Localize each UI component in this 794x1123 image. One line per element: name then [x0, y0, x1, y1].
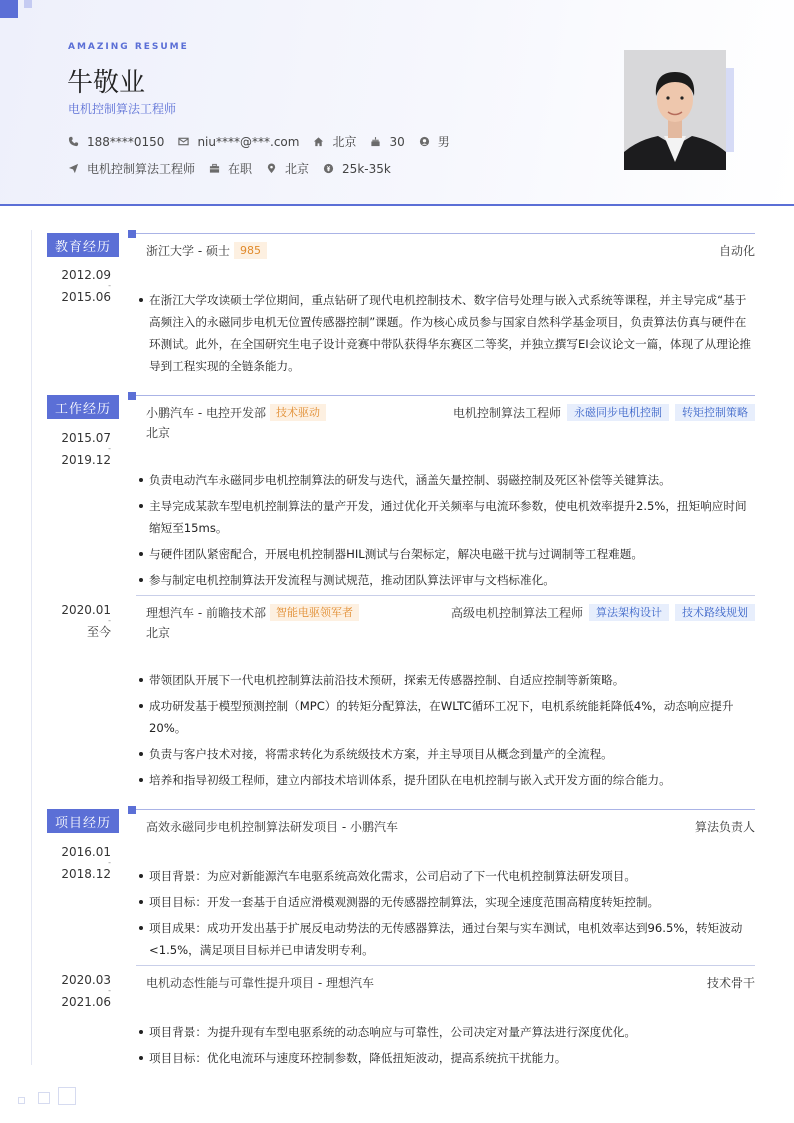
list-item: 成功研发基于模型预测控制（MPC）的转矩分配算法，在WLTC循环工况下，电机系统能耗降低4%，动态响应提升20%。	[136, 695, 755, 739]
section-marker	[128, 806, 136, 814]
footer-decoration	[18, 1097, 25, 1104]
education-bullets	[136, 289, 755, 381]
mail-icon	[178, 136, 189, 147]
work-entry-header-2	[146, 604, 755, 621]
entry-divider	[136, 595, 755, 596]
work-location-2: 北京	[146, 626, 171, 640]
skill-tag: 技术路线规划	[675, 604, 755, 621]
age-text: 30	[389, 134, 405, 149]
work-bullets-1	[136, 469, 755, 595]
salary-item	[323, 162, 391, 176]
location-pin-icon	[266, 163, 277, 174]
project-role: 算法负责人	[694, 820, 755, 834]
skill-tag: 转矩控制策略	[675, 404, 755, 421]
education-entry-header	[146, 242, 755, 259]
age-item	[370, 135, 404, 149]
company-badge: 技术驱动	[270, 404, 326, 421]
work-date-1	[47, 431, 111, 467]
status-item	[209, 160, 252, 177]
email-text: niu****@***.com	[197, 134, 300, 149]
candidate-title: 电机控制算法工程师	[68, 102, 177, 116]
list-item: 项目目标：优化电流环与速度环控制参数，降低扭矩波动，提高系统抗干扰能力。	[136, 1047, 755, 1069]
gender-item	[419, 133, 450, 150]
list-item: 项目背景：为提升现有车型电驱系统的动态响应与可靠性，公司决定对量产算法进行深度优化。	[136, 1021, 755, 1043]
project-bullets-1	[136, 865, 755, 965]
candidate-name: 牛敬业	[67, 68, 146, 98]
date-end: 2018.12	[61, 867, 111, 881]
date-end: 至今	[86, 625, 111, 639]
list-item: 负责与客户技术对接，将需求转化为系统级技术方案，并主导项目从概念到量产的全流程。	[136, 743, 755, 765]
work-date-2	[47, 603, 111, 639]
list-item: 带领团队开展下一代电机控制算法前沿技术预研，探索无传感器控制、自适应控制等新策略。	[136, 669, 755, 691]
list-item: 培养和指导初级工程师，建立内部技术培训体系，提升团队在电机控制与嵌入式开发方面的综合能力。	[136, 769, 755, 791]
list-item: 项目目标：开发一套基于自适应滑模观测器的无传感器控制算法，实现全速度范围高精度转矩控制。	[136, 891, 755, 913]
job-intent-row	[68, 160, 405, 177]
phone-text: 188****0150	[87, 134, 165, 149]
date-start: 2015.07	[61, 431, 111, 445]
skill-tag: 永磁同步电机控制	[567, 404, 669, 421]
section-work-title: 工作经历	[47, 395, 119, 419]
project-name: 高效永磁同步电机控制算法研发项目 - 小鹏汽车	[146, 820, 398, 834]
section-divider	[136, 395, 755, 396]
phone-icon	[68, 136, 79, 147]
date-end: 2019.12	[61, 453, 111, 467]
footer-decoration	[58, 1087, 76, 1105]
home-text: 北京	[332, 135, 357, 149]
date-end: 2015.06	[61, 290, 111, 304]
phone-item	[68, 135, 164, 149]
job-role: 电机控制算法工程师	[452, 406, 561, 420]
cake-icon	[370, 136, 381, 147]
section-education-title: 教育经历	[47, 233, 119, 257]
salary-text: 25k-35k	[342, 161, 391, 176]
project-bullets-2	[136, 1021, 755, 1073]
date-dash: -	[108, 858, 111, 867]
send-icon	[68, 163, 79, 174]
section-marker	[128, 392, 136, 400]
list-item: 参与制定电机控制算法开发流程与测试规范，推动团队算法评审与文档标准化。	[136, 569, 755, 591]
avatar-portrait	[624, 50, 726, 170]
education-date	[47, 268, 111, 304]
list-item: 项目背景：为应对新能源汽车电驱系统高效化需求，公司启动了下一代电机控制算法研发项目。	[136, 865, 755, 887]
status-text: 在职	[228, 162, 253, 176]
section-divider	[136, 233, 755, 234]
gender-text: 男	[437, 135, 450, 149]
list-item: 负责电动汽车永磁同步电机控制算法的研发与迭代，涵盖矢量控制、弱磁控制及死区补偿等关键算法。	[136, 469, 755, 491]
date-end: 2021.06	[61, 995, 111, 1009]
date-start: 2012.09	[61, 268, 111, 282]
corner-decoration-small	[24, 0, 32, 8]
section-marker	[128, 230, 136, 238]
intent-city-text: 北京	[285, 162, 310, 176]
briefcase-icon	[209, 163, 220, 174]
school-name: 浙江大学 - 硕士	[146, 244, 230, 258]
resume-header	[0, 0, 794, 206]
section-divider	[136, 809, 755, 810]
gender-icon	[419, 136, 430, 147]
date-dash: -	[108, 986, 111, 995]
date-start: 2020.01	[61, 603, 111, 617]
footer-decoration	[38, 1092, 50, 1104]
list-item: 在浙江大学攻读硕士学位期间，重点钻研了现代电机控制技术、数字信号处理与嵌入式系统等课程，并主导完成“基于高频注入的永磁同步电机无位置传感器控制”课题。作为核心成员参与国家自然科学基金项目，负责算法仿真与硬件在环测试。此外，在全国研究生电子设计竞赛中带队获得华东赛区二等奖，并独立撰写EI会议论文一篇，体现了从理论推导到工程实现的全链条能力。	[136, 289, 755, 377]
date-start: 2020.03	[61, 973, 111, 987]
home-item	[313, 133, 356, 150]
company-name: 理想汽车 - 前瞻技术部	[146, 606, 266, 620]
list-item: 主导完成某款车型电机控制算法的量产开发，通过优化开关频率与电流环参数，使电机效率提升2.5%，扭矩响应时间缩短至15ms。	[136, 495, 755, 539]
email-item	[178, 135, 299, 149]
contact-row	[68, 133, 464, 150]
photo-frame	[624, 50, 734, 170]
school-badge: 985	[234, 242, 267, 259]
date-dash: -	[108, 616, 111, 625]
intent-city-item	[266, 160, 309, 177]
timeline-line	[31, 230, 32, 1065]
project-date-2	[47, 973, 111, 1009]
job-role: 高级电机控制算法工程师	[450, 606, 583, 620]
avatar	[624, 50, 726, 170]
project-date-1	[47, 845, 111, 881]
skill-tag: 算法架构设计	[589, 604, 669, 621]
company-name: 小鹏汽车 - 电控开发部	[146, 406, 266, 420]
date-dash: -	[108, 444, 111, 453]
home-icon	[313, 136, 324, 147]
salary-icon	[323, 163, 334, 174]
intent-position-text: 电机控制算法工程师	[87, 162, 196, 176]
date-dash: -	[108, 281, 111, 290]
date-start: 2016.01	[61, 845, 111, 859]
intent-position-item	[68, 160, 195, 177]
project-name: 电机动态性能与可靠性提升项目 - 理想汽车	[146, 976, 374, 990]
project-entry-header-1	[146, 818, 755, 835]
brand-label: AMAZING RESUME	[68, 42, 189, 52]
list-item: 与硬件团队紧密配合，开展电机控制器HIL测试与台架标定，解决电磁干扰与过调制等工程难题。	[136, 543, 755, 565]
photo-decoration	[726, 68, 734, 152]
project-entry-header-2	[146, 974, 755, 991]
entry-divider	[136, 965, 755, 966]
project-role: 技术骨干	[706, 976, 755, 990]
work-location-1: 北京	[146, 426, 171, 440]
company-badge: 智能电驱领军者	[270, 604, 359, 621]
work-entry-header-1	[146, 404, 755, 421]
corner-decoration	[0, 0, 18, 18]
work-bullets-2	[136, 669, 755, 795]
section-projects-title: 项目经历	[47, 809, 119, 833]
major: 自动化	[718, 244, 755, 258]
list-item: 项目成果：成功开发出基于扩展反电动势法的无传感器算法，通过台架与实车测试，电机效率达到96.5%，转矩波动<1.5%，满足项目目标并已申请发明专利。	[136, 917, 755, 961]
